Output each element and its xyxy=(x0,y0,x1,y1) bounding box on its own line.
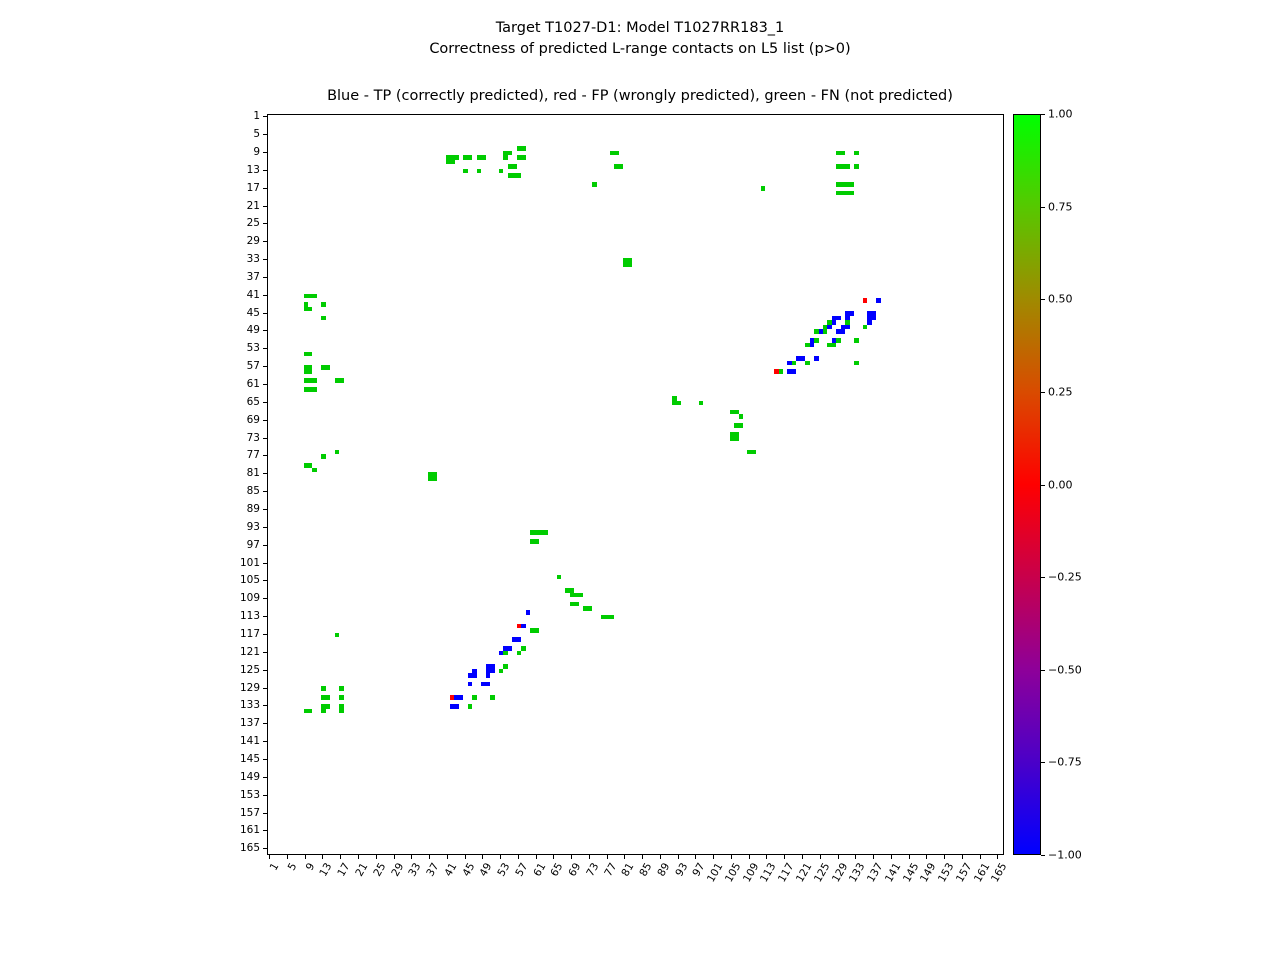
contact-cell xyxy=(836,316,841,321)
x-tick-mark xyxy=(287,855,288,859)
y-tick-label: 81 xyxy=(246,467,260,480)
contact-cell xyxy=(805,361,810,366)
y-tick-label: 21 xyxy=(246,199,260,212)
y-tick-mark xyxy=(263,295,267,296)
contact-cell xyxy=(854,164,859,169)
y-tick-label: 125 xyxy=(239,663,260,676)
contact-cell xyxy=(508,646,513,651)
contact-cell xyxy=(321,302,326,307)
x-tick-mark xyxy=(553,855,554,859)
x-tick-mark xyxy=(802,855,803,859)
x-tick-label: 81 xyxy=(619,861,637,879)
contact-cell xyxy=(841,329,846,334)
x-tick-mark xyxy=(500,855,501,859)
x-tick-mark xyxy=(820,855,821,859)
contact-cell xyxy=(308,709,313,714)
y-tick-label: 13 xyxy=(246,163,260,176)
y-tick-mark xyxy=(263,795,267,796)
x-tick-mark xyxy=(536,855,537,859)
x-tick-label: 45 xyxy=(459,861,477,879)
y-tick-mark xyxy=(263,366,267,367)
contact-cell xyxy=(850,311,855,316)
colorbar-tick-label: −0.50 xyxy=(1048,663,1082,677)
contact-cell xyxy=(526,610,531,615)
contact-cell xyxy=(450,160,455,165)
x-tick-label: 113 xyxy=(758,861,779,885)
x-tick-label: 69 xyxy=(566,861,584,879)
x-tick-label: 161 xyxy=(971,861,992,885)
y-tick-label: 61 xyxy=(246,378,260,391)
y-tick-mark xyxy=(263,473,267,474)
contact-cell xyxy=(339,378,344,383)
y-tick-label: 141 xyxy=(239,735,260,748)
colorbar-tick-label: 0.75 xyxy=(1048,200,1073,214)
contact-cell xyxy=(503,155,508,160)
contact-cell xyxy=(335,450,340,455)
contact-cell xyxy=(521,155,526,160)
y-tick-label: 129 xyxy=(239,681,260,694)
contact-cell xyxy=(454,155,459,160)
contact-cell xyxy=(836,338,841,343)
contact-cell xyxy=(339,709,344,714)
y-tick-label: 25 xyxy=(246,217,260,230)
x-tick-label: 97 xyxy=(690,861,708,879)
colorbar-tick-mark xyxy=(1041,207,1045,208)
x-tick-mark xyxy=(482,855,483,859)
contact-cell xyxy=(699,401,704,406)
y-tick-label: 121 xyxy=(239,645,260,658)
y-tick-label: 149 xyxy=(239,770,260,783)
colorbar xyxy=(1013,114,1041,855)
y-tick-label: 5 xyxy=(253,128,260,141)
y-tick-mark xyxy=(263,580,267,581)
contact-cell xyxy=(610,615,615,620)
contact-cell xyxy=(481,155,486,160)
y-tick-label: 17 xyxy=(246,181,260,194)
contact-cell xyxy=(459,695,464,700)
contact-cell xyxy=(339,686,344,691)
colorbar-tick-label: −1.00 xyxy=(1048,848,1082,862)
x-tick-mark xyxy=(518,855,519,859)
contact-cell xyxy=(472,695,477,700)
x-tick-label: 73 xyxy=(584,861,602,879)
y-tick-mark xyxy=(263,438,267,439)
colorbar-tick-mark xyxy=(1041,392,1045,393)
contact-cell xyxy=(854,338,859,343)
y-tick-label: 1 xyxy=(253,110,260,123)
colorbar-tick-mark xyxy=(1041,670,1045,671)
contact-cell xyxy=(512,164,517,169)
y-tick-label: 33 xyxy=(246,253,260,266)
x-tick-label: 145 xyxy=(900,861,921,885)
x-tick-mark xyxy=(465,855,466,859)
y-tick-label: 73 xyxy=(246,431,260,444)
contact-cell xyxy=(321,686,326,691)
x-tick-label: 37 xyxy=(424,861,442,879)
contact-cell xyxy=(832,343,837,348)
contact-cell xyxy=(850,191,855,196)
x-tick-label: 109 xyxy=(740,861,762,885)
colorbar-tick-label: 0.50 xyxy=(1048,292,1073,306)
y-tick-mark xyxy=(263,330,267,331)
y-tick-mark xyxy=(263,563,267,564)
y-tick-mark xyxy=(263,241,267,242)
x-tick-mark xyxy=(926,855,927,859)
contact-cell xyxy=(472,673,477,678)
x-tick-label: 157 xyxy=(953,861,975,885)
contact-cell xyxy=(779,369,784,374)
contact-cell xyxy=(863,325,868,330)
colorbar-tick-mark xyxy=(1041,485,1045,486)
contact-cell xyxy=(792,369,797,374)
y-tick-label: 69 xyxy=(246,413,260,426)
x-tick-mark xyxy=(855,855,856,859)
contact-cell xyxy=(739,423,744,428)
x-tick-label: 29 xyxy=(388,861,406,879)
x-tick-mark xyxy=(269,855,270,859)
x-tick-label: 65 xyxy=(548,861,566,879)
contact-cell xyxy=(517,637,522,642)
colorbar-tick-label: 0.00 xyxy=(1048,478,1073,491)
y-tick-label: 41 xyxy=(246,288,260,301)
x-tick-mark xyxy=(394,855,395,859)
colorbar-tick-label: 1.00 xyxy=(1048,107,1073,121)
x-tick-mark xyxy=(678,855,679,859)
y-tick-label: 165 xyxy=(239,842,260,855)
y-tick-mark xyxy=(263,491,267,492)
contact-cell xyxy=(827,325,832,330)
x-tick-label: 85 xyxy=(637,861,655,879)
y-tick-mark xyxy=(263,652,267,653)
y-tick-label: 137 xyxy=(239,717,260,730)
y-tick-mark xyxy=(263,223,267,224)
contact-cell xyxy=(872,316,877,321)
x-tick-label: 53 xyxy=(495,861,513,879)
contact-cell xyxy=(490,695,495,700)
x-tick-mark xyxy=(784,855,785,859)
x-tick-mark xyxy=(873,855,874,859)
colorbar-tick-mark xyxy=(1041,114,1045,115)
contact-map-plot xyxy=(267,114,1004,855)
x-tick-mark xyxy=(838,855,839,859)
contact-cell xyxy=(814,338,819,343)
y-tick-mark xyxy=(263,420,267,421)
colorbar-tick-mark xyxy=(1041,762,1045,763)
contact-cell xyxy=(499,669,504,674)
x-tick-label: 133 xyxy=(847,861,868,885)
y-tick-mark xyxy=(263,777,267,778)
y-tick-mark xyxy=(263,455,267,456)
contact-cell xyxy=(876,298,881,303)
x-tick-mark xyxy=(962,855,963,859)
contact-cell xyxy=(739,414,744,419)
y-tick-mark xyxy=(263,598,267,599)
x-tick-mark xyxy=(358,855,359,859)
y-tick-label: 45 xyxy=(246,306,260,319)
colorbar-tick-mark xyxy=(1041,855,1045,856)
y-tick-label: 49 xyxy=(246,324,260,337)
x-tick-mark xyxy=(731,855,732,859)
contact-cell xyxy=(308,369,313,374)
y-tick-mark xyxy=(263,688,267,689)
x-tick-label: 105 xyxy=(722,861,744,885)
y-tick-mark xyxy=(263,670,267,671)
contact-cell xyxy=(486,673,491,678)
contact-cell xyxy=(463,169,468,174)
contact-cell xyxy=(832,320,837,325)
colorbar-tick-label: −0.25 xyxy=(1048,570,1082,584)
y-tick-mark xyxy=(263,134,267,135)
contact-cell xyxy=(326,695,331,700)
y-tick-mark xyxy=(263,188,267,189)
x-tick-label: 129 xyxy=(829,861,850,885)
x-tick-label: 17 xyxy=(335,861,353,879)
contact-cell xyxy=(521,646,526,651)
y-tick-label: 109 xyxy=(239,592,260,605)
y-tick-label: 77 xyxy=(246,449,260,462)
x-tick-label: 1 xyxy=(267,861,282,873)
y-tick-mark xyxy=(263,509,267,510)
y-tick-mark xyxy=(263,313,267,314)
x-tick-mark xyxy=(766,855,767,859)
y-tick-label: 105 xyxy=(239,574,260,587)
contact-cell xyxy=(477,169,482,174)
contact-cell xyxy=(823,329,828,334)
x-tick-label: 117 xyxy=(776,861,797,885)
x-tick-mark xyxy=(713,855,714,859)
x-tick-label: 141 xyxy=(882,861,904,885)
y-tick-mark xyxy=(263,277,267,278)
contact-cell xyxy=(517,651,522,656)
y-tick-label: 57 xyxy=(246,360,260,373)
contact-cell xyxy=(312,387,317,392)
x-tick-label: 49 xyxy=(477,861,495,879)
y-tick-mark xyxy=(263,741,267,742)
contact-cell xyxy=(863,298,868,303)
x-tick-label: 13 xyxy=(317,861,335,879)
contact-cell xyxy=(468,682,473,687)
contact-cell xyxy=(534,539,539,544)
colorbar-tick-mark xyxy=(1041,299,1045,300)
contact-cell xyxy=(854,361,859,366)
y-tick-label: 29 xyxy=(246,235,260,248)
y-tick-label: 37 xyxy=(246,270,260,283)
x-tick-label: 89 xyxy=(655,861,673,879)
x-tick-mark xyxy=(660,855,661,859)
x-tick-mark xyxy=(944,855,945,859)
x-tick-mark xyxy=(997,855,998,859)
contact-cell xyxy=(810,343,815,348)
y-tick-mark xyxy=(263,634,267,635)
contact-cell xyxy=(867,320,872,325)
x-tick-mark xyxy=(980,855,981,859)
contact-cell xyxy=(326,704,331,709)
x-tick-mark xyxy=(909,855,910,859)
contact-cell xyxy=(321,454,326,459)
x-tick-label: 165 xyxy=(989,861,1010,885)
contact-cell xyxy=(499,169,504,174)
y-tick-label: 161 xyxy=(239,824,260,837)
contact-cell xyxy=(321,709,326,714)
contact-cell xyxy=(588,606,593,611)
contact-cell xyxy=(543,530,548,535)
y-tick-label: 53 xyxy=(246,342,260,355)
contact-cell xyxy=(468,704,473,709)
y-tick-mark xyxy=(263,170,267,171)
title-line-2: Correctness of predicted L-range contacts on L5 list (p>0) xyxy=(429,41,851,57)
y-tick-mark xyxy=(263,705,267,706)
x-tick-mark xyxy=(322,855,323,859)
colorbar-tick-label: 0.25 xyxy=(1048,385,1073,399)
x-tick-label: 5 xyxy=(285,861,300,873)
x-tick-label: 77 xyxy=(601,861,620,879)
x-tick-mark xyxy=(589,855,590,859)
contact-cell xyxy=(312,468,317,473)
contact-cell xyxy=(432,477,437,482)
contact-cell xyxy=(503,651,508,656)
contact-cell xyxy=(845,325,850,330)
contact-cell xyxy=(534,628,539,633)
contact-cells-layer xyxy=(268,115,1003,854)
contact-cell xyxy=(339,695,344,700)
x-tick-label: 61 xyxy=(530,861,548,879)
contact-cell xyxy=(850,182,855,187)
x-tick-label: 93 xyxy=(672,861,691,879)
contact-cell xyxy=(312,294,317,299)
y-tick-mark xyxy=(263,830,267,831)
y-tick-mark xyxy=(263,116,267,117)
x-tick-mark xyxy=(429,855,430,859)
y-tick-mark xyxy=(263,759,267,760)
contact-cell xyxy=(521,624,526,629)
x-tick-label: 57 xyxy=(513,861,531,879)
contact-cell xyxy=(752,450,757,455)
x-tick-mark xyxy=(695,855,696,859)
x-tick-label: 149 xyxy=(918,861,939,885)
x-tick-mark xyxy=(749,855,750,859)
x-tick-label: 9 xyxy=(303,861,318,873)
contact-cell xyxy=(841,151,846,156)
contact-cell xyxy=(761,186,766,191)
y-tick-mark xyxy=(263,259,267,260)
x-tick-mark xyxy=(571,855,572,859)
y-tick-mark xyxy=(263,152,267,153)
x-tick-mark xyxy=(642,855,643,859)
colorbar-tick-label: −0.75 xyxy=(1048,755,1082,769)
x-tick-mark xyxy=(624,855,625,859)
contact-cell xyxy=(557,575,562,580)
contact-cell xyxy=(326,365,331,370)
x-tick-label: 33 xyxy=(406,861,424,879)
legend-caption: Blue - TP (correctly predicted), red - FP (wrongly predicted), green - FN (not predicted) xyxy=(327,88,953,104)
y-tick-label: 101 xyxy=(239,556,260,569)
contact-cell xyxy=(490,669,495,674)
x-tick-mark xyxy=(340,855,341,859)
contact-cell xyxy=(845,164,850,169)
contact-cell xyxy=(521,146,526,151)
contact-cell xyxy=(814,356,819,361)
y-tick-mark xyxy=(263,616,267,617)
x-tick-mark xyxy=(891,855,892,859)
colorbar-tick-mark xyxy=(1041,577,1045,578)
y-tick-mark xyxy=(263,848,267,849)
contact-cell xyxy=(503,664,508,669)
y-tick-label: 133 xyxy=(239,699,260,712)
y-tick-label: 113 xyxy=(239,610,260,623)
y-tick-mark xyxy=(263,206,267,207)
x-tick-label: 121 xyxy=(793,861,815,885)
chart-title xyxy=(0,18,1280,60)
contact-cell xyxy=(592,182,597,187)
y-tick-label: 85 xyxy=(246,485,260,498)
x-tick-label: 25 xyxy=(371,861,389,879)
contact-cell xyxy=(468,155,473,160)
y-tick-label: 157 xyxy=(239,806,260,819)
y-tick-label: 117 xyxy=(239,628,260,641)
contact-cell xyxy=(335,633,340,638)
y-tick-mark xyxy=(263,527,267,528)
y-tick-mark xyxy=(263,813,267,814)
contact-cell xyxy=(517,173,522,178)
x-tick-label: 125 xyxy=(811,861,833,885)
y-tick-mark xyxy=(263,723,267,724)
y-tick-label: 97 xyxy=(246,538,260,551)
contact-cell xyxy=(454,704,459,709)
y-tick-label: 145 xyxy=(239,753,260,766)
contact-cell xyxy=(619,164,624,169)
x-tick-mark xyxy=(305,855,306,859)
contact-cell xyxy=(308,307,313,312)
contact-cell xyxy=(734,436,739,441)
contact-cell xyxy=(579,593,584,598)
x-tick-mark xyxy=(607,855,608,859)
y-tick-label: 65 xyxy=(246,395,260,408)
y-tick-mark xyxy=(263,402,267,403)
y-tick-mark xyxy=(263,384,267,385)
x-tick-label: 137 xyxy=(864,861,886,885)
y-tick-label: 93 xyxy=(246,520,260,533)
y-tick-label: 153 xyxy=(239,788,260,801)
contact-cell xyxy=(508,151,513,156)
contact-cell xyxy=(321,316,326,321)
contact-cell xyxy=(486,682,491,687)
x-tick-label: 101 xyxy=(705,861,726,885)
contact-cell xyxy=(308,352,313,357)
y-tick-label: 89 xyxy=(246,503,260,516)
contact-cell xyxy=(312,378,317,383)
contact-cell xyxy=(792,361,797,366)
contact-cell xyxy=(854,151,859,156)
contact-cell xyxy=(614,151,619,156)
x-tick-mark xyxy=(376,855,377,859)
x-tick-label: 153 xyxy=(936,861,957,885)
x-tick-label: 41 xyxy=(442,861,460,879)
contact-cell xyxy=(628,262,633,267)
y-tick-mark xyxy=(263,545,267,546)
y-tick-mark xyxy=(263,348,267,349)
contact-cell xyxy=(574,602,579,607)
y-tick-label: 9 xyxy=(253,145,260,158)
title-line-1: Target T1027-D1: Model T1027RR183_1 xyxy=(495,20,785,36)
x-tick-mark xyxy=(447,855,448,859)
x-tick-label: 21 xyxy=(353,861,371,879)
contact-cell xyxy=(676,401,681,406)
x-tick-mark xyxy=(411,855,412,859)
